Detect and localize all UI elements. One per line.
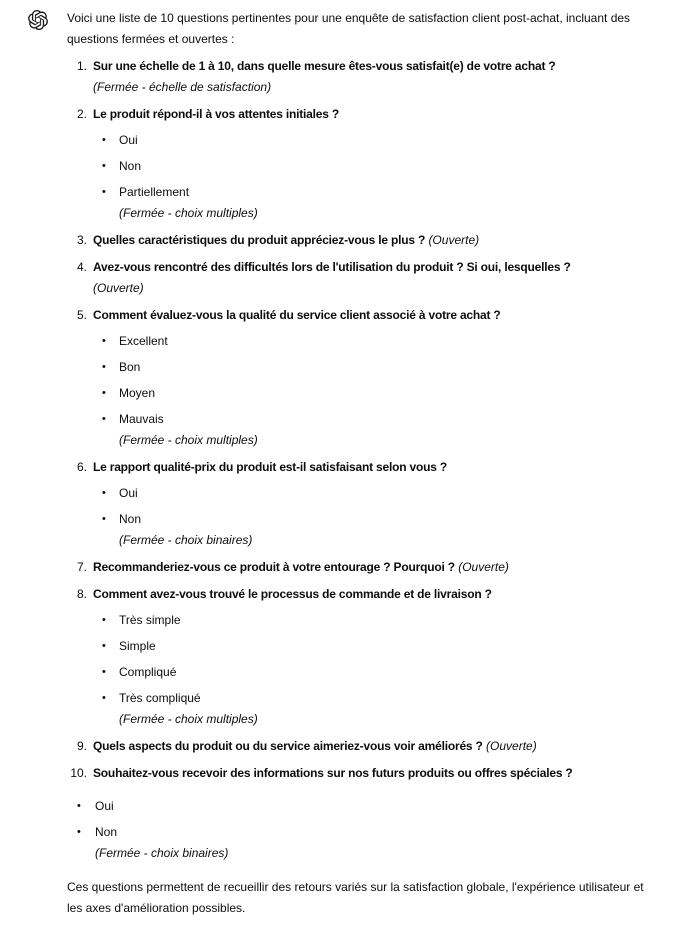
question-body bbox=[93, 763, 675, 784]
question-item bbox=[67, 56, 675, 98]
question-label: Le rapport qualité-prix du produit est-il satisfaisant selon vous ? bbox=[93, 460, 447, 474]
question-type-note: (Fermée - choix binaires) bbox=[95, 846, 229, 860]
bullet-icon: • bbox=[102, 387, 106, 399]
bullet-icon: • bbox=[102, 513, 106, 525]
option-label: Simple bbox=[119, 639, 156, 653]
question-item bbox=[67, 305, 675, 451]
option-item bbox=[93, 483, 675, 504]
question-body bbox=[93, 736, 675, 757]
question-item bbox=[67, 736, 675, 757]
question-number: 4. bbox=[76, 260, 87, 274]
option-item bbox=[93, 509, 675, 530]
question-text bbox=[93, 457, 675, 478]
question-text bbox=[93, 584, 675, 605]
bullet-icon: • bbox=[102, 614, 106, 626]
question-item bbox=[67, 457, 675, 551]
bullet-icon: • bbox=[77, 826, 81, 838]
question-number: 5. bbox=[76, 308, 87, 322]
option-label: Très compliqué bbox=[119, 691, 201, 705]
message-content bbox=[67, 8, 675, 919]
bullet-icon: • bbox=[102, 160, 106, 172]
bullet-icon: • bbox=[77, 800, 81, 812]
assistant-message bbox=[28, 8, 675, 919]
question-number: 1. bbox=[76, 59, 87, 73]
option-label: Très simple bbox=[119, 613, 181, 627]
option-item bbox=[67, 796, 675, 817]
options-list bbox=[93, 610, 675, 709]
question-body bbox=[93, 56, 675, 98]
option-item bbox=[67, 822, 675, 843]
bullet-icon: • bbox=[102, 487, 106, 499]
option-item bbox=[93, 182, 675, 203]
question-label: Le produit répond-il à vos attentes initiales ? bbox=[93, 107, 339, 121]
bullet-icon: • bbox=[102, 186, 106, 198]
question-label: Comment évaluez-vous la qualité du service client associé à votre achat ? bbox=[93, 308, 501, 322]
question-body bbox=[93, 457, 675, 551]
question-text bbox=[93, 557, 675, 578]
option-label: Compliqué bbox=[119, 665, 177, 679]
option-label: Bon bbox=[119, 360, 141, 374]
option-item bbox=[93, 156, 675, 177]
question-label: Quelles caractéristiques du produit appréciez-vous le plus ? bbox=[93, 233, 426, 247]
option-item bbox=[93, 409, 675, 430]
question-label: Avez-vous rencontré des difficultés lors de l'utilisation du produit ? Si oui, lesquelles ? bbox=[93, 260, 571, 274]
option-item bbox=[93, 636, 675, 657]
question-label: Recommanderiez-vous ce produit à votre entourage ? Pourquoi ? bbox=[93, 560, 455, 574]
option-label: Oui bbox=[95, 799, 114, 813]
question-item bbox=[67, 763, 675, 784]
question-number: 10. bbox=[70, 766, 87, 780]
option-item bbox=[93, 357, 675, 378]
bullet-icon: • bbox=[102, 335, 106, 347]
question-item bbox=[67, 230, 675, 251]
questions-list bbox=[67, 56, 675, 784]
option-item bbox=[93, 662, 675, 683]
options-list bbox=[93, 130, 675, 203]
bullet-icon: • bbox=[102, 692, 106, 704]
options-list bbox=[93, 483, 675, 530]
question-type-note: (Ouverte) bbox=[486, 739, 537, 753]
intro-text: Voici une liste de 10 questions pertinentes pour une enquête de satisfaction client post-achat, incluant des questions fermées et ouvertes : bbox=[67, 11, 631, 46]
closing-text: Ces questions permettent de recueillir des retours variés sur la satisfaction globale, l'expérience utilisateur et les axes d'amélioration possibles. bbox=[67, 880, 644, 915]
question-number: 6. bbox=[76, 460, 87, 474]
question-body bbox=[93, 104, 675, 224]
bullet-icon: • bbox=[102, 666, 106, 678]
question-item bbox=[67, 104, 675, 224]
option-item bbox=[93, 610, 675, 631]
bullet-icon: • bbox=[102, 640, 106, 652]
question-text bbox=[93, 736, 675, 757]
option-label: Excellent bbox=[119, 334, 168, 348]
question-text bbox=[93, 257, 675, 278]
outdented-options-list bbox=[67, 796, 675, 843]
question-type-note: (Fermée - échelle de satisfaction) bbox=[93, 80, 272, 94]
question-text bbox=[93, 305, 675, 326]
question-text bbox=[93, 763, 675, 784]
option-label: Non bbox=[119, 512, 142, 526]
question-item bbox=[67, 257, 675, 299]
question-body bbox=[93, 257, 675, 299]
question-label: Comment avez-vous trouvé le processus de commande et de livraison ? bbox=[93, 587, 492, 601]
option-item bbox=[93, 130, 675, 151]
question-body bbox=[93, 584, 675, 730]
question-item bbox=[67, 557, 675, 578]
question-body bbox=[93, 557, 675, 578]
option-item bbox=[93, 688, 675, 709]
option-label: Moyen bbox=[119, 386, 156, 400]
option-label: Mauvais bbox=[119, 412, 164, 426]
bullet-icon: • bbox=[102, 361, 106, 373]
question-label: Souhaitez-vous recevoir des informations sur nos futurs produits ou offres spéciales ? bbox=[93, 766, 573, 780]
question-label: Quels aspects du produit ou du service aimeriez-vous voir améliorés ? bbox=[93, 739, 483, 753]
options-list bbox=[93, 331, 675, 430]
option-label: Non bbox=[119, 159, 142, 173]
question-number: 9. bbox=[76, 739, 87, 753]
question-body bbox=[93, 305, 675, 451]
question-type-note: (Ouverte) bbox=[428, 233, 480, 247]
question-type-note: (Fermée - choix multiples) bbox=[119, 712, 258, 726]
option-label: Non bbox=[95, 825, 118, 839]
bullet-icon: • bbox=[102, 413, 106, 425]
bullet-icon: • bbox=[102, 134, 106, 146]
option-item bbox=[93, 331, 675, 352]
question-number: 7. bbox=[76, 560, 87, 574]
question-type-note: (Fermée - choix multiples) bbox=[119, 433, 258, 447]
question-label: Sur une échelle de 1 à 10, dans quelle mesure êtes-vous satisfait(e) de votre achat ? bbox=[93, 59, 556, 73]
openai-logo-icon bbox=[28, 10, 48, 30]
question-text bbox=[93, 56, 675, 77]
option-label: Oui bbox=[119, 133, 138, 147]
question-text bbox=[93, 104, 675, 125]
question-text bbox=[93, 230, 675, 251]
question-type-note: (Fermée - choix multiples) bbox=[119, 206, 258, 220]
option-label: Oui bbox=[119, 486, 138, 500]
question-number: 8. bbox=[76, 587, 87, 601]
question-type-note: (Fermée - choix binaires) bbox=[119, 533, 253, 547]
question-body bbox=[93, 230, 675, 251]
question-type-note: (Ouverte) bbox=[458, 560, 509, 574]
option-item bbox=[93, 383, 675, 404]
question-item bbox=[67, 584, 675, 730]
assistant-avatar bbox=[28, 10, 48, 30]
question-number: 2. bbox=[76, 107, 87, 121]
question-number: 3. bbox=[76, 233, 87, 247]
option-label: Partiellement bbox=[119, 185, 190, 199]
question-type-note: (Ouverte) bbox=[93, 281, 144, 295]
